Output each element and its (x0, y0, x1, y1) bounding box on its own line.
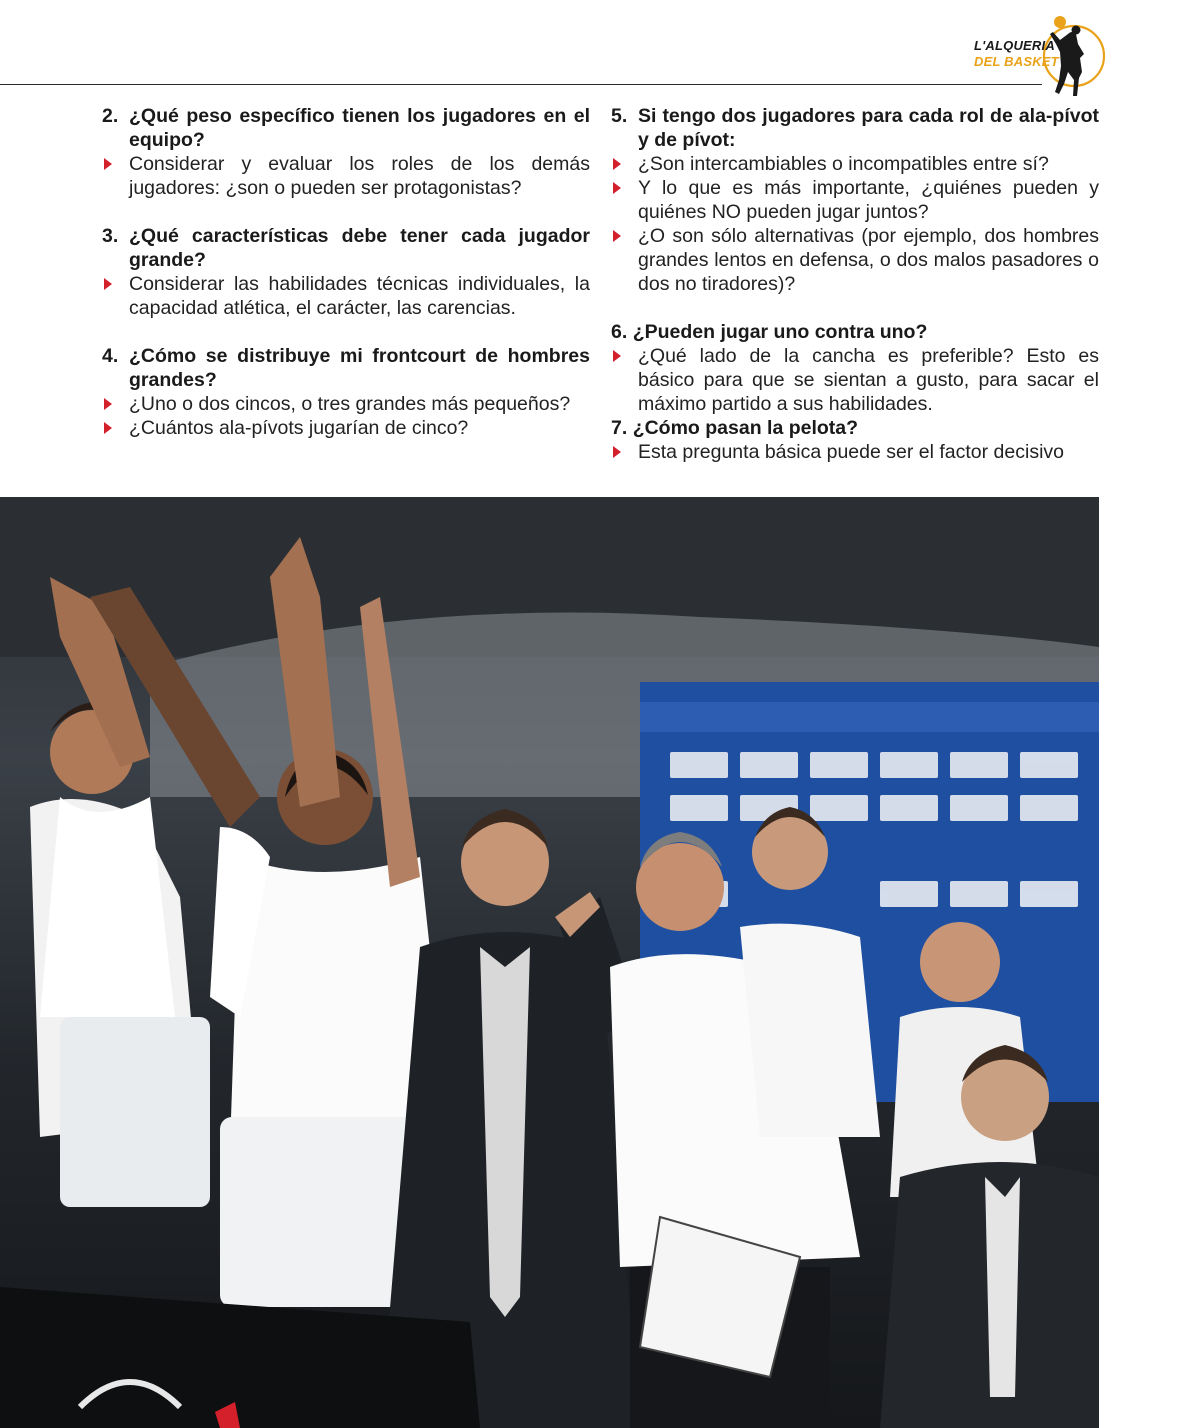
bullet-item: Esta pregunta básica puede ser el factor decisivo (611, 440, 1099, 464)
question-text: ¿Cómo se distribuye mi frontcourt de hombres grandes? (129, 345, 590, 391)
left-column (102, 104, 590, 440)
photo-illustration (0, 497, 1099, 1428)
question-number: 3. (102, 225, 119, 247)
question-text: ¿Qué características debe tener cada jugador grande? (129, 225, 590, 271)
question-text: ¿Qué peso específico tienen los jugadores en el equipo? (129, 105, 590, 151)
bullet-item: Considerar las habilidades técnicas individuales, la capacidad atlética, el carácter, las carencias. (102, 272, 590, 320)
question-2 (102, 104, 590, 152)
question-number: 7. (611, 417, 628, 439)
question-number: 6. (611, 321, 628, 343)
question-text: ¿Pueden jugar uno contra uno? (632, 321, 928, 343)
bullet-item: Y lo que es más importante, ¿quiénes pueden y quiénes NO pueden jugar juntos? (611, 176, 1099, 224)
right-column (611, 104, 1099, 464)
logo-text-bottom: DEL BASKET (974, 54, 1059, 69)
question-number: 4. (102, 345, 119, 367)
logo-text-top: L'ALQUERIA (974, 38, 1055, 53)
question-number: 2. (102, 105, 119, 127)
question-text: ¿Cómo pasan la pelota? (632, 417, 859, 439)
bullet-item: Considerar y evaluar los roles de los demás jugadores: ¿son o pueden ser protagonistas? (102, 152, 590, 200)
question-3 (102, 224, 590, 272)
question-text: Si tengo dos jugadores para cada rol de ala-pívot y de pívot: (638, 105, 1099, 151)
question-5 (611, 104, 1099, 152)
bullet-item: ¿Uno o dos cincos, o tres grandes más pequeños? (102, 392, 590, 416)
bullet-item: ¿Son intercambiables o incompatibles entre sí? (611, 152, 1099, 176)
bullet-item: ¿Qué lado de la cancha es preferible? Esto es básico para que se sientan a gusto, para sacar el máximo partido a sus habilidades. (611, 344, 1099, 416)
bullet-item: ¿O son sólo alternativas (por ejemplo, dos hombres grandes lentos en defensa, o dos malos pasadores o dos no tiradores)? (611, 224, 1099, 296)
header-rule (0, 84, 1042, 85)
brand-logo (968, 12, 1108, 104)
question-number: 5. (611, 105, 628, 127)
bullet-item: ¿Cuántos ala-pívots jugarían de cinco? (102, 416, 590, 440)
basketball-bench-photo (0, 497, 1099, 1428)
question-6 (611, 320, 1099, 344)
question-7 (611, 416, 1099, 440)
question-4 (102, 344, 590, 392)
